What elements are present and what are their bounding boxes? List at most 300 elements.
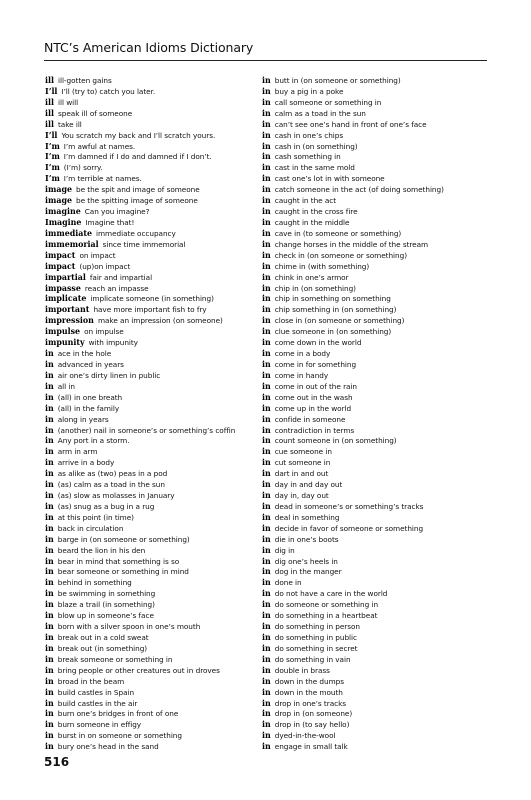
index-entry [45,622,261,633]
entry-headword: in [45,447,54,457]
index-entry [262,338,478,349]
entry-phrase: be swimming in something [57,589,156,599]
entry-headword: in [262,359,271,369]
entry-phrase: day in, day out [274,491,329,501]
index-entry [262,305,478,316]
index-entry [45,218,261,229]
entry-phrase: You scratch my back and I’ll scratch yours. [61,130,216,140]
entry-phrase: cast in the same mold [274,163,355,173]
entry-phrase: come in for something [274,359,357,369]
index-entry [262,284,478,295]
entry-phrase: (up)on impact [79,261,131,271]
entry-headword: in [45,523,54,533]
entry-phrase: come in handy [274,370,329,380]
index-entry [45,426,261,437]
entry-headword: in [262,436,271,446]
index-entry [45,196,261,207]
entry-headword: in [45,578,54,588]
entry-headword: in [45,742,54,752]
entry-headword: in [262,349,271,359]
entry-phrase: at this point (in time) [57,512,134,522]
entry-phrase: bury one’s head in the sand [57,742,159,752]
entry-phrase: break out (in something) [57,643,148,653]
index-entry [262,469,478,480]
entry-headword: in [45,567,54,577]
index-entry [45,688,261,699]
entry-phrase: cue someone in [274,447,332,457]
entry-phrase: beard the lion in his den [57,545,146,555]
entry-phrase: (as) calm as a toad in the sun [57,480,165,490]
entry-phrase: come down in the world [274,338,362,348]
entry-phrase: check in (on someone or something) [274,250,407,260]
entry-phrase: bear in mind that something is so [57,556,180,566]
entry-phrase: all in [57,381,75,391]
entry-phrase: (as) snug as a bug in a rug [57,501,155,511]
entry-phrase: done in [274,578,302,588]
index-entry [262,491,478,502]
index-entry [262,415,478,426]
entry-phrase: caught in the cross fire [274,207,358,217]
entry-phrase: burn one’s bridges in front of one [57,709,179,719]
entry-headword: in [45,545,54,555]
entry-phrase: contradiction in terms [274,425,355,435]
entry-phrase: bring people or other creatures out in droves [57,665,220,675]
entry-headword: important [45,305,90,315]
entry-phrase: dig in [274,545,295,555]
entry-phrase: do something in secret [274,643,358,653]
entry-headword: in [262,676,271,686]
entry-headword: in [262,97,271,107]
left-column [45,76,261,753]
index-entry [45,163,261,174]
entry-headword: in [262,567,271,577]
index-entry [262,185,478,196]
entry-headword: in [262,163,271,173]
index-entry [262,131,478,142]
index-entry [262,458,478,469]
entry-headword: in [262,196,271,206]
entry-phrase: come in a body [274,349,331,359]
entry-phrase: cash something in [274,152,341,162]
entry-headword: impulse [45,327,81,337]
entry-phrase: cave in (to someone or something) [274,228,402,238]
entry-headword: impact [45,250,76,260]
entry-headword: in [262,458,271,468]
index-entry [45,567,261,578]
entry-headword: in [45,720,54,730]
entry-headword: in [262,414,271,424]
entry-headword: impasse [45,283,81,293]
entry-headword: impact [45,261,76,271]
entry-phrase: call someone or something in [274,97,382,107]
index-entry [262,87,478,98]
entry-headword: in [262,316,271,326]
entry-headword: in [45,556,54,566]
entry-headword: in [45,414,54,424]
entry-headword: in [262,742,271,752]
index-entry [262,229,478,240]
entry-phrase: dart in and out [274,469,329,479]
entry-phrase: down in the dumps [274,676,344,686]
entry-phrase: since time immemorial [102,239,186,249]
entry-phrase: drop in (on someone) [274,709,353,719]
index-entry [45,633,261,644]
entry-headword: in [262,469,271,479]
entry-phrase: deal in something [274,512,340,522]
index-entry [262,404,478,415]
entry-headword: I’m [45,152,60,162]
entry-phrase: cut someone in [274,458,331,468]
entry-headword: in [262,523,271,533]
entry-phrase: (as) slow as molasses in January [57,491,175,501]
entry-phrase: count someone in (on something) [274,436,397,446]
entry-phrase: bear someone or something in mind [57,567,189,577]
entry-phrase: come out in the wash [274,392,353,402]
entry-headword: in [262,217,271,227]
index-entry [45,120,261,131]
entry-phrase: along in years [57,414,109,424]
entry-phrase: decide in favor of someone or something [274,523,424,533]
entry-phrase: broad in the beam [57,676,125,686]
index-entry [45,240,261,251]
entry-phrase: arrive in a body [57,458,115,468]
entry-headword: in [262,108,271,118]
index-entry [45,305,261,316]
entry-phrase: (I’m) sorry. [63,163,103,173]
entry-phrase: butt in (on someone or something) [274,76,401,85]
entry-headword: implicate [45,294,87,304]
entry-phrase: dig one’s heels in [274,556,338,566]
entry-phrase: calm as a toad in the sun [274,108,366,118]
entry-phrase: I’ll (try to) catch you later. [61,86,156,96]
index-entry [45,469,261,480]
index-entry [45,557,261,568]
entry-headword: in [45,643,54,653]
index-entry [262,120,478,131]
index-entry [262,207,478,218]
index-entry [262,447,478,458]
index-entry [262,688,478,699]
entry-phrase: break out in a cold sweat [57,633,149,643]
entry-phrase: do something in a heartbeat [274,611,378,621]
index-entry [45,98,261,109]
index-entry [262,436,478,447]
entry-headword: in [45,501,54,511]
entry-headword: in [262,589,271,599]
index-entry [262,513,478,524]
index-entry [45,76,261,87]
entry-headword: in [262,370,271,380]
index-entry [262,720,478,731]
index-entry [262,426,478,437]
entry-headword: in [262,491,271,501]
entry-headword: in [262,152,271,162]
entry-phrase: catch someone in the act (of doing something) [274,185,444,195]
index-entry [262,535,478,546]
entry-headword: in [262,86,271,96]
entry-headword: in [45,370,54,380]
index-entry [262,524,478,535]
entry-phrase: change horses in the middle of the stream [274,239,429,249]
entry-phrase: barge in (on someone or something) [57,534,190,544]
entry-phrase: cash in one’s chips [274,130,344,140]
index-entry [45,655,261,666]
entry-phrase: caught in the middle [274,217,350,227]
entry-phrase: burn someone in effigy [57,720,142,730]
entry-headword: in [262,239,271,249]
entry-headword: in [45,359,54,369]
index-entry [262,633,478,644]
index-entry [45,109,261,120]
entry-headword: I’m [45,141,60,151]
index-entry [45,644,261,655]
entry-phrase: ill-gotten gains [58,76,112,85]
entry-headword: in [262,578,271,588]
entry-phrase: I’m damned if I do and damned if I don’t. [63,152,212,162]
entry-headword: immediate [45,228,93,238]
entry-phrase: on impulse [84,327,124,337]
entry-headword: in [45,458,54,468]
right-column [262,76,478,753]
index-entry [45,709,261,720]
entry-headword: in [262,534,271,544]
entry-phrase: do something in vain [274,654,351,664]
index-entry [45,316,261,327]
entry-headword: in [45,676,54,686]
index-entry [45,415,261,426]
entry-headword: immemorial [45,239,99,249]
entry-headword: in [262,250,271,260]
index-entry [262,546,478,557]
entry-headword: impartial [45,272,86,282]
index-entry [262,557,478,568]
entry-headword: in [262,327,271,337]
entry-phrase: day in and day out [274,480,343,490]
entry-headword: in [262,633,271,643]
entry-headword: in [45,600,54,610]
entry-headword: in [262,403,271,413]
index-entry [45,284,261,295]
index-entry [262,600,478,611]
entry-headword: in [45,687,54,697]
entry-phrase: I’m terrible at names. [63,174,142,184]
entry-headword: in [45,392,54,402]
entry-phrase: ill will [58,97,79,107]
index-entry [45,174,261,185]
entry-phrase: break someone or something in [57,654,173,664]
index-entry [262,731,478,742]
entry-headword: in [45,534,54,544]
entry-headword: in [262,622,271,632]
index-entry [262,349,478,360]
index-entry [262,294,478,305]
entry-headword: impunity [45,338,85,348]
entry-headword: in [262,501,271,511]
entry-phrase: as alike as (two) peas in a pod [57,469,168,479]
index-entry [262,196,478,207]
index-entry [262,709,478,720]
index-entry [45,666,261,677]
entry-phrase: make an impression (on someone) [97,316,223,326]
entry-phrase: die in one’s boots [274,534,339,544]
index-entry [45,436,261,447]
entry-phrase: I’m awful at names. [63,141,136,151]
entry-phrase: fair and impartial [89,272,153,282]
index-entry [45,513,261,524]
entry-phrase: do something in public [274,633,357,643]
entry-phrase: double in brass [274,665,330,675]
entry-phrase: blow up in someone’s face [57,611,154,621]
index-entry [262,142,478,153]
entry-phrase: confide in someone [274,414,346,424]
entry-phrase: be the spit and image of someone [76,185,200,195]
index-entry [262,742,478,753]
index-entry [45,371,261,382]
index-entry [45,262,261,273]
index-entry [262,262,478,273]
entry-headword: in [45,349,54,359]
entry-phrase: born with a silver spoon in one’s mouth [57,622,201,632]
entry-headword: in [262,731,271,741]
index-entry [45,87,261,98]
index-entry [262,371,478,382]
index-entry [45,349,261,360]
entry-phrase: do someone or something in [274,600,379,610]
entry-headword: in [262,76,271,85]
entry-phrase: reach an impasse [84,283,149,293]
entry-phrase: do something in person [274,622,361,632]
index-entry [262,240,478,251]
header-rule [44,60,487,61]
entry-phrase: air one’s dirty linen in public [57,370,161,380]
entry-headword: imagine [45,207,81,217]
entry-headword: in [262,228,271,238]
index-entry [45,589,261,600]
entry-phrase: behind in something [57,578,132,588]
entry-headword: in [45,731,54,741]
entry-headword: in [262,643,271,653]
index-entry [262,98,478,109]
entry-phrase: speak ill of someone [58,108,133,118]
entry-headword: I’ll [45,86,58,96]
index-entry [45,731,261,742]
index-entry [262,666,478,677]
entry-headword: ill [45,119,54,129]
index-entry [45,535,261,546]
entry-phrase: do not have a care in the world [274,589,388,599]
entry-headword: in [45,436,54,446]
entry-phrase: (all) in the family [57,403,120,413]
entry-phrase: (all) in one breath [57,392,123,402]
entry-headword: in [45,709,54,719]
entry-phrase: cash in (on something) [274,141,358,151]
index-entry [45,677,261,688]
index-entry [45,491,261,502]
index-entry [45,699,261,710]
entry-headword: in [262,545,271,555]
index-entry [262,218,478,229]
entry-phrase: buy a pig in a poke [274,86,344,96]
entry-phrase: chip something in (on something) [274,305,397,315]
index-entry [45,600,261,611]
entry-phrase: Imagine that! [85,217,135,227]
index-entry [45,382,261,393]
index-entry [262,327,478,338]
entry-headword: in [262,185,271,195]
entry-phrase: be the spitting image of someone [76,196,198,206]
entry-headword: in [262,480,271,490]
entry-headword: in [45,611,54,621]
entry-phrase: dyed-in-the-wool [274,731,336,741]
index-entry [262,251,478,262]
index-entry [262,480,478,491]
entry-phrase: caught in the act [274,196,337,206]
entry-headword: in [262,305,271,315]
entry-phrase: build castles in Spain [57,687,135,697]
entry-phrase: drop in one’s tracks [274,698,346,708]
index-entry [262,76,478,87]
entry-phrase: have more important fish to fry [93,305,207,315]
entry-phrase: chink in one’s armor [274,272,349,282]
entry-headword: I’ll [45,130,58,140]
entry-phrase: Any port in a storm. [57,436,130,446]
index-entry [45,404,261,415]
entry-phrase: advanced in years [57,359,124,369]
entry-headword: in [45,480,54,490]
index-entry [262,109,478,120]
index-entry [45,229,261,240]
entry-phrase: dog in the manger [274,567,342,577]
entry-headword: in [262,600,271,610]
entry-headword: in [262,141,271,151]
entry-phrase: burst in on someone or something [57,731,182,741]
index-entry [262,152,478,163]
index-entry [262,622,478,633]
index-entry [262,273,478,284]
entry-headword: in [262,611,271,621]
index-entry [262,677,478,688]
index-entry [45,152,261,163]
entry-phrase: cast one’s lot in with someone [274,174,385,184]
running-header: NTC’s American Idioms Dictionary [44,40,254,55]
entry-phrase: come up in the world [274,403,352,413]
entry-headword: in [262,512,271,522]
entry-phrase: immediate occupancy [96,228,176,238]
entry-headword: in [45,512,54,522]
index-entry [262,589,478,600]
index-entry [262,655,478,666]
index-entry [262,578,478,589]
index-entry [262,360,478,371]
index-entry [262,502,478,513]
index-entry [45,720,261,731]
index-entry [262,567,478,578]
index-entry [45,273,261,284]
entry-phrase: chip in (on something) [274,283,356,293]
entry-headword: in [45,698,54,708]
index-entry [262,174,478,185]
index-entry [45,327,261,338]
index-entry [45,524,261,535]
entry-headword: in [262,425,271,435]
entry-headword: in [262,447,271,457]
entry-phrase: blaze a trail (in something) [57,600,155,610]
index-entry [45,502,261,513]
entry-headword: in [262,174,271,184]
entry-headword: in [262,119,271,129]
index-entry [45,251,261,262]
entry-phrase: drop in (to say hello) [274,720,350,730]
